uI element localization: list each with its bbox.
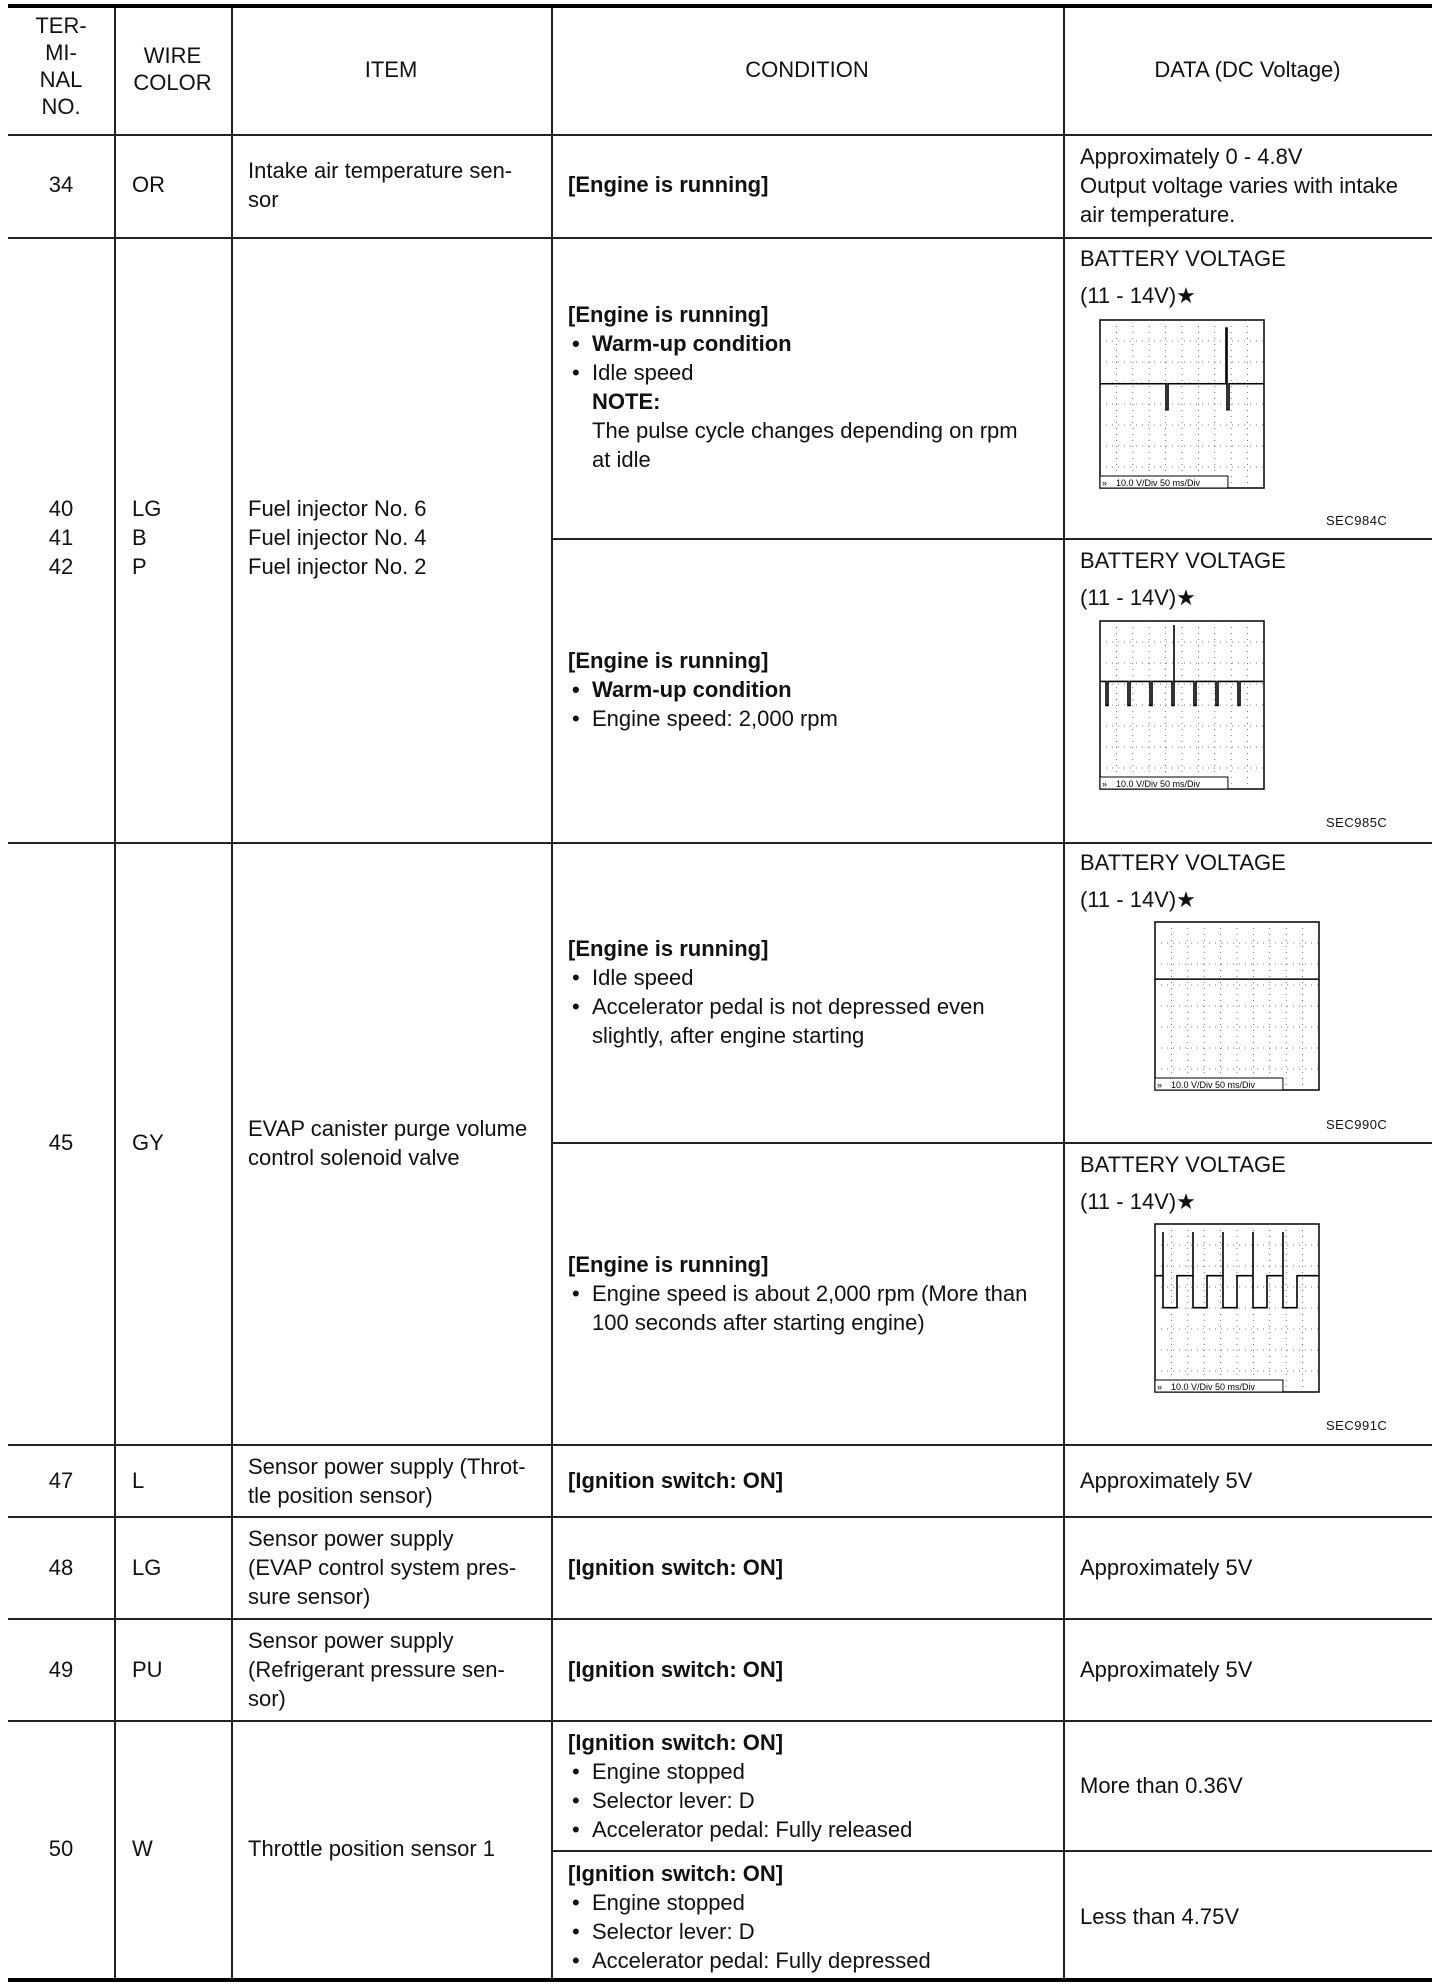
condition-bullet: • Idle speed: [568, 963, 1058, 992]
wire-color: W: [132, 1836, 153, 1861]
item-line: Fuel injector No. 6: [248, 496, 427, 521]
oscilloscope-waveform: [1153, 920, 1325, 1104]
terminal-number: 49: [48, 1657, 74, 1682]
item-line: tle position sensor): [248, 1483, 433, 1508]
condition-text: [Ignition switch: ON]: [568, 1555, 784, 1580]
terminal-number: 50: [48, 1836, 74, 1861]
oscilloscope-waveform: [1098, 619, 1270, 803]
wire-color: L: [132, 1468, 145, 1493]
data-text: [1080, 1150, 1286, 1216]
condition-bullet: • Engine stopped: [568, 1888, 1058, 1917]
condition-bullet: • Idle speed: [568, 358, 1058, 387]
scope-scale-marker: »: [1102, 478, 1108, 488]
header-terminal-line: TER-: [35, 13, 87, 38]
data-text: Approximately 5V: [1080, 1657, 1253, 1682]
terminal-number: 40: [48, 496, 74, 521]
data-text: Less than 4.75V: [1080, 1904, 1240, 1929]
data-line: BATTERY VOLTAGE: [1080, 1152, 1286, 1177]
header-terminal-line: NAL: [39, 67, 83, 92]
item-text: [248, 1524, 516, 1611]
data-line: Approximately 0 - 4.8V: [1080, 144, 1303, 169]
wire-color: PU: [132, 1657, 163, 1682]
figure-id: SEC991C: [1326, 1418, 1388, 1433]
condition-text: [Engine is running]: [568, 172, 769, 197]
condition-heading: [Engine is running]: [568, 1252, 769, 1277]
condition-text: [Ignition switch: ON]: [568, 1657, 784, 1682]
terminal-number: 42: [48, 554, 74, 579]
item-line: Fuel injector No. 4: [248, 525, 427, 550]
data-text: More than 0.36V: [1080, 1773, 1243, 1798]
oscilloscope-waveform: [1153, 1222, 1325, 1406]
condition-bullet: • Engine stopped: [568, 1757, 1058, 1786]
oscilloscope-figure: [1153, 920, 1325, 1109]
item-line: Intake air temperature sen-: [248, 158, 513, 183]
header-item: ITEM: [364, 57, 418, 82]
sub-row-divider: [551, 1142, 1432, 1144]
table-bottom-rule: [8, 1978, 1432, 1982]
scope-scale-label: 10.0 V/Div 50 ms/Div: [1116, 779, 1201, 789]
condition-bullet: • Warm-up condition: [568, 675, 1058, 704]
data-line: (11 - 14V)★: [1080, 585, 1196, 610]
data-line: (11 - 14V)★: [1080, 283, 1196, 308]
scope-scale-label: 10.0 V/Div 50 ms/Div: [1171, 1080, 1256, 1090]
wire-color: OR: [132, 172, 165, 197]
note-label: NOTE:: [592, 389, 661, 414]
condition-text: [568, 1728, 1058, 1844]
item-line: control solenoid valve: [248, 1145, 460, 1170]
condition-bullet: • Warm-up condition: [568, 329, 1058, 358]
wire-color: GY: [132, 1130, 164, 1155]
item-line: sure sensor): [248, 1584, 371, 1609]
condition-bullet: • Engine speed: 2,000 rpm: [568, 704, 1058, 733]
sub-row-divider: [551, 1850, 1432, 1852]
row-divider: [8, 842, 1432, 844]
oscilloscope-figure: [1098, 318, 1270, 507]
oscilloscope-figure: [1153, 1222, 1325, 1411]
terminal-number: 48: [48, 1555, 74, 1580]
condition-heading: [Engine is running]: [568, 648, 769, 673]
scope-scale-label: 10.0 V/Div 50 ms/Div: [1116, 478, 1201, 488]
data-text: [1080, 848, 1286, 914]
wire-color-group: [132, 494, 161, 581]
row-divider: [8, 1444, 1432, 1446]
figure-id: SEC990C: [1326, 1117, 1388, 1132]
row-divider: [8, 1618, 1432, 1620]
item-line: sor): [248, 1686, 286, 1711]
terminal-number-group: [8, 494, 114, 581]
condition-text: [568, 1250, 1058, 1337]
data-text: [1080, 546, 1286, 612]
item-text: [248, 1452, 526, 1510]
condition-bullet: • Accelerator pedal: Fully depressed: [568, 1946, 1058, 1975]
wire-color: B: [132, 525, 147, 550]
condition-heading: [Ignition switch: ON]: [568, 1861, 784, 1886]
data-text: Approximately 5V: [1080, 1468, 1253, 1493]
condition-bullet: • Accelerator pedal is not depressed even slightly, after engine starting: [568, 992, 1058, 1050]
condition-text: [568, 300, 1058, 474]
item-text: Throttle position sensor 1: [248, 1836, 496, 1861]
condition-text: [568, 934, 1058, 1050]
data-text: [1080, 244, 1286, 310]
data-line: air temperature.: [1080, 202, 1236, 227]
data-line: BATTERY VOLTAGE: [1080, 850, 1286, 875]
header-data: DATA (DC Voltage): [1154, 57, 1341, 82]
header-terminal-line: MI-: [45, 40, 77, 65]
col-divider: [114, 8, 116, 1978]
header-wire-color: [114, 42, 231, 96]
scope-scale-label: 10.0 V/Div 50 ms/Div: [1171, 1382, 1256, 1392]
item-line: Sensor power supply: [248, 1526, 454, 1551]
data-line: BATTERY VOLTAGE: [1080, 548, 1286, 573]
col-divider: [231, 8, 233, 1978]
item-line: (Refrigerant pressure sen-: [248, 1657, 505, 1682]
item-text: [248, 494, 427, 581]
data-text: Approximately 5V: [1080, 1555, 1253, 1580]
header-terminal-line: NO.: [41, 94, 81, 119]
note-text: The pulse cycle changes depending on rpm: [592, 418, 1018, 443]
header-terminal: [8, 12, 114, 120]
header-wire-line: WIRE: [143, 43, 202, 68]
data-text: [1080, 142, 1398, 229]
condition-bullet: • Engine speed is about 2,000 rpm (More than 100 seconds after starting engine): [568, 1279, 1058, 1337]
condition-bullet: • Selector lever: D: [568, 1786, 1058, 1815]
terminal-number: 45: [48, 1130, 74, 1155]
header-wire-line: COLOR: [133, 70, 212, 95]
condition-bullet: • Selector lever: D: [568, 1917, 1058, 1946]
condition-text: [568, 646, 1058, 733]
col-divider: [1063, 8, 1065, 1978]
sub-row-divider: [551, 538, 1432, 540]
table-top-rule: [8, 4, 1432, 8]
scope-scale-marker: »: [1102, 779, 1108, 789]
figure-id: SEC984C: [1326, 513, 1388, 528]
wire-color: LG: [132, 1555, 162, 1580]
data-line: BATTERY VOLTAGE: [1080, 246, 1286, 271]
item-line: sor: [248, 187, 279, 212]
row-divider: [8, 1516, 1432, 1518]
oscilloscope-figure: [1098, 619, 1270, 808]
terminal-number: 47: [48, 1468, 74, 1493]
note-text: at idle: [592, 447, 651, 472]
item-text: [248, 156, 512, 214]
item-line: Fuel injector No. 2: [248, 554, 427, 579]
row-divider: [8, 134, 1432, 136]
condition-bullet: • Accelerator pedal: Fully released: [568, 1815, 1058, 1844]
col-divider: [551, 8, 553, 1978]
item-line: Sensor power supply (Throt-: [248, 1454, 526, 1479]
row-divider: [8, 1720, 1432, 1722]
wire-color: P: [132, 554, 147, 579]
item-line: (EVAP control system pres-: [248, 1555, 517, 1580]
condition-heading: [Engine is running]: [568, 936, 769, 961]
condition-text: [568, 1859, 1058, 1975]
data-line: (11 - 14V)★: [1080, 1189, 1196, 1214]
scope-scale-marker: »: [1157, 1382, 1163, 1392]
scope-scale-marker: »: [1157, 1080, 1163, 1090]
item-line: EVAP canister purge volume: [248, 1116, 528, 1141]
terminal-number: 41: [48, 525, 74, 550]
item-text: [248, 1626, 505, 1713]
item-text: [248, 1114, 548, 1172]
data-line: (11 - 14V)★: [1080, 887, 1196, 912]
item-line: Sensor power supply: [248, 1628, 454, 1653]
condition-heading: [Engine is running]: [568, 302, 769, 327]
row-divider: [8, 237, 1432, 239]
condition-heading: [Ignition switch: ON]: [568, 1730, 784, 1755]
wire-color: LG: [132, 496, 162, 521]
header-condition: CONDITION: [745, 57, 869, 82]
data-line: Output voltage varies with intake: [1080, 173, 1398, 198]
oscilloscope-waveform: [1098, 318, 1270, 502]
terminal-number: 34: [48, 172, 74, 197]
figure-id: SEC985C: [1326, 815, 1388, 830]
condition-text: [Ignition switch: ON]: [568, 1468, 784, 1493]
